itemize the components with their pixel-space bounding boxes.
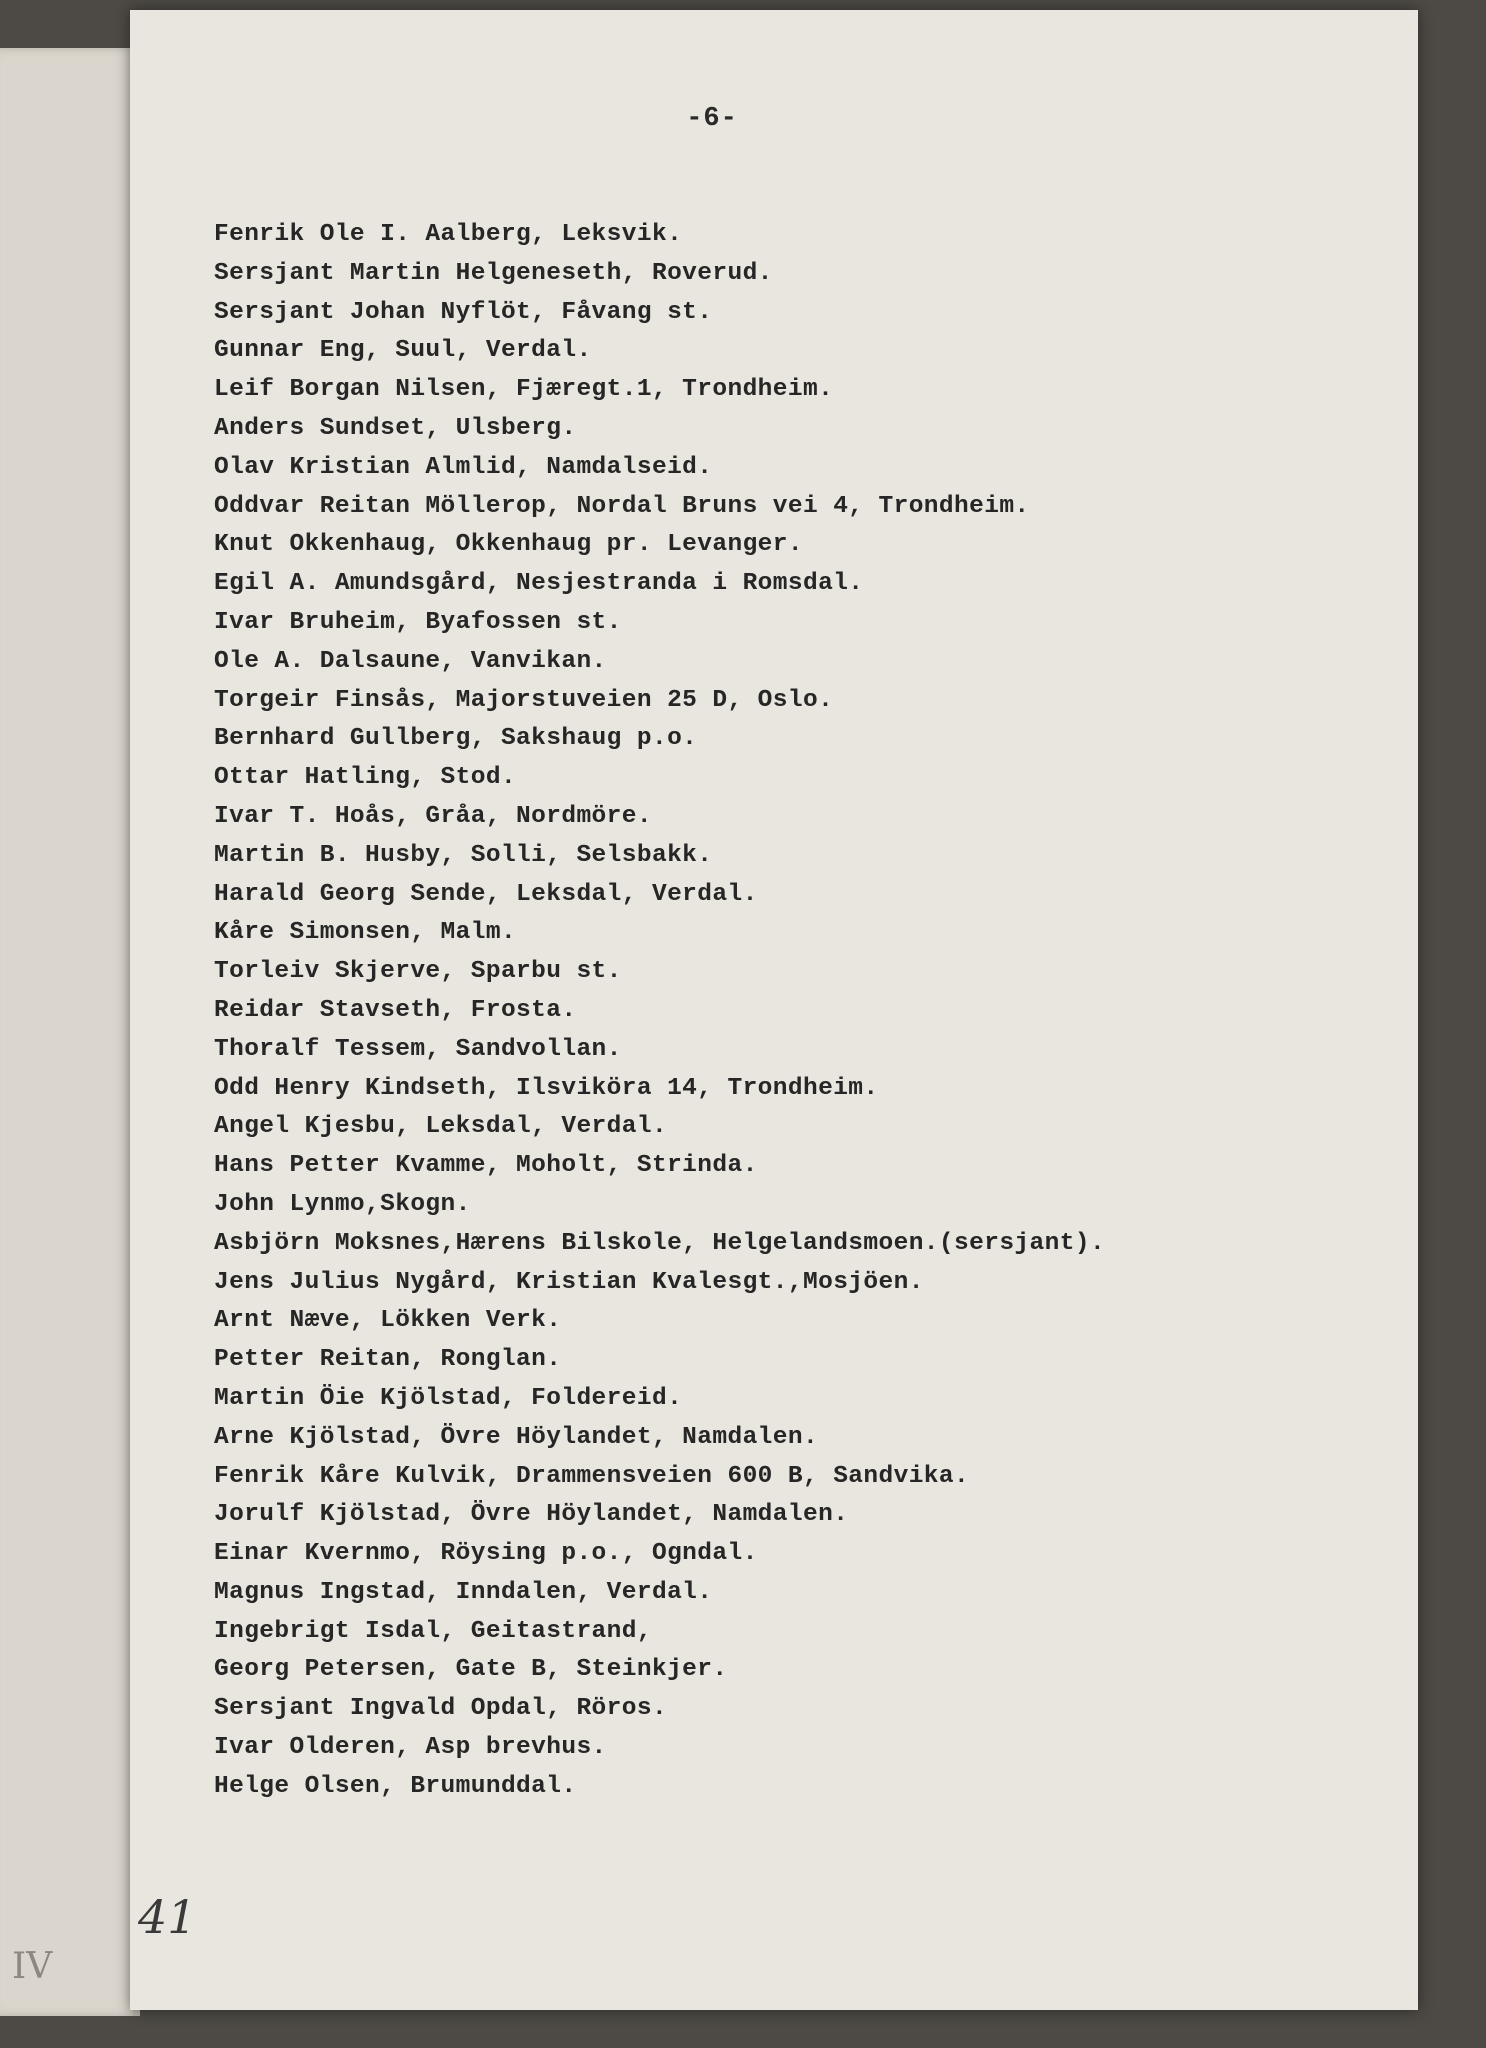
list-item: Petter Reitan, Ronglan.: [214, 1346, 562, 1374]
handwritten-folio-number: 41: [138, 1890, 197, 1944]
list-item: Georg Petersen, Gate B, Steinkjer.: [214, 1656, 728, 1684]
underlying-page: [0, 48, 140, 2016]
name-list: [214, 216, 1105, 1807]
list-item: Ivar T. Hoås, Gråa, Nordmöre.: [214, 802, 652, 830]
list-item: Egil A. Amundsgård, Nesjestranda i Romsdal.: [214, 570, 864, 598]
list-item: Fenrik Ole I. Aalberg, Leksvik.: [214, 221, 683, 248]
list-item: Einar Kvernmo, Röysing p.o., Ogndal.: [214, 1540, 758, 1568]
list-item: Torgeir Finsås, Majorstuveien 25 D, Oslo.: [214, 686, 834, 714]
list-item: Oddvar Reitan Möllerop, Nordal Bruns vei 4, Trondheim.: [214, 492, 1030, 520]
list-item: Angel Kjesbu, Leksdal, Verdal.: [214, 1113, 668, 1141]
list-item: Ingebrigt Isdal, Geitastrand,: [214, 1617, 652, 1645]
list-item: Ottar Hatling, Stod.: [214, 764, 517, 792]
list-item: Sersjant Martin Helgeneseth, Roverud.: [214, 259, 773, 287]
list-item: Asbjörn Moksnes,Hærens Bilskole, Helgelandsmoen.(sersjant).: [214, 1229, 1106, 1257]
list-item: John Lynmo,Skogn.: [214, 1190, 471, 1218]
list-item: Arne Kjölstad, Övre Höylandet, Namdalen.: [214, 1423, 819, 1451]
list-item: Torleiv Skjerve, Sparbu st.: [214, 958, 622, 986]
list-item: Arnt Næve, Lökken Verk.: [214, 1307, 562, 1335]
list-item: Anders Sundset, Ulsberg.: [214, 414, 577, 442]
list-item: Hans Petter Kvamme, Moholt, Strinda.: [214, 1152, 758, 1180]
list-item: Leif Borgan Nilsen, Fjæregt.1, Trondheim.: [214, 376, 834, 404]
list-item: Bernhard Gullberg, Sakshaug p.o.: [214, 725, 698, 753]
list-item: Sersjant Johan Nyflöt, Fåvang st.: [214, 298, 713, 326]
list-item: Jorulf Kjölstad, Övre Höylandet, Namdalen.: [214, 1501, 849, 1529]
list-item: Magnus Ingstad, Inndalen, Verdal.: [214, 1578, 713, 1606]
underlying-page-mark: IV: [12, 1946, 53, 1987]
list-item: Kåre Simonsen, Malm.: [214, 919, 517, 947]
page-number: -6-: [686, 104, 738, 134]
list-item: Fenrik Kåre Kulvik, Drammensveien 600 B, Sandvika.: [214, 1462, 970, 1490]
list-item: Martin Öie Kjölstad, Foldereid.: [214, 1384, 683, 1412]
list-item: Ole A. Dalsaune, Vanvikan.: [214, 647, 607, 675]
list-item: Knut Okkenhaug, Okkenhaug pr. Levanger.: [214, 531, 803, 559]
list-item: Thoralf Tessem, Sandvollan.: [214, 1035, 622, 1063]
list-item: Gunnar Eng, Suul, Verdal.: [214, 337, 592, 365]
list-item: Jens Julius Nygård, Kristian Kvalesgt.,Mosjöen.: [214, 1268, 924, 1296]
list-item: Sersjant Ingvald Opdal, Röros.: [214, 1695, 668, 1723]
list-item: Ivar Olderen, Asp brevhus.: [214, 1734, 607, 1762]
document-page: [130, 10, 1418, 2010]
list-item: Martin B. Husby, Solli, Selsbakk.: [214, 841, 713, 869]
list-item: Odd Henry Kindseth, Ilsviköra 14, Trondheim.: [214, 1074, 879, 1102]
list-item: Harald Georg Sende, Leksdal, Verdal.: [214, 880, 758, 908]
list-item: Reidar Stavseth, Frosta.: [214, 996, 577, 1024]
list-item: Helge Olsen, Brumunddal.: [214, 1772, 577, 1800]
list-item: Ivar Bruheim, Byafossen st.: [214, 608, 622, 636]
list-item: Olav Kristian Almlid, Namdalseid.: [214, 453, 713, 481]
